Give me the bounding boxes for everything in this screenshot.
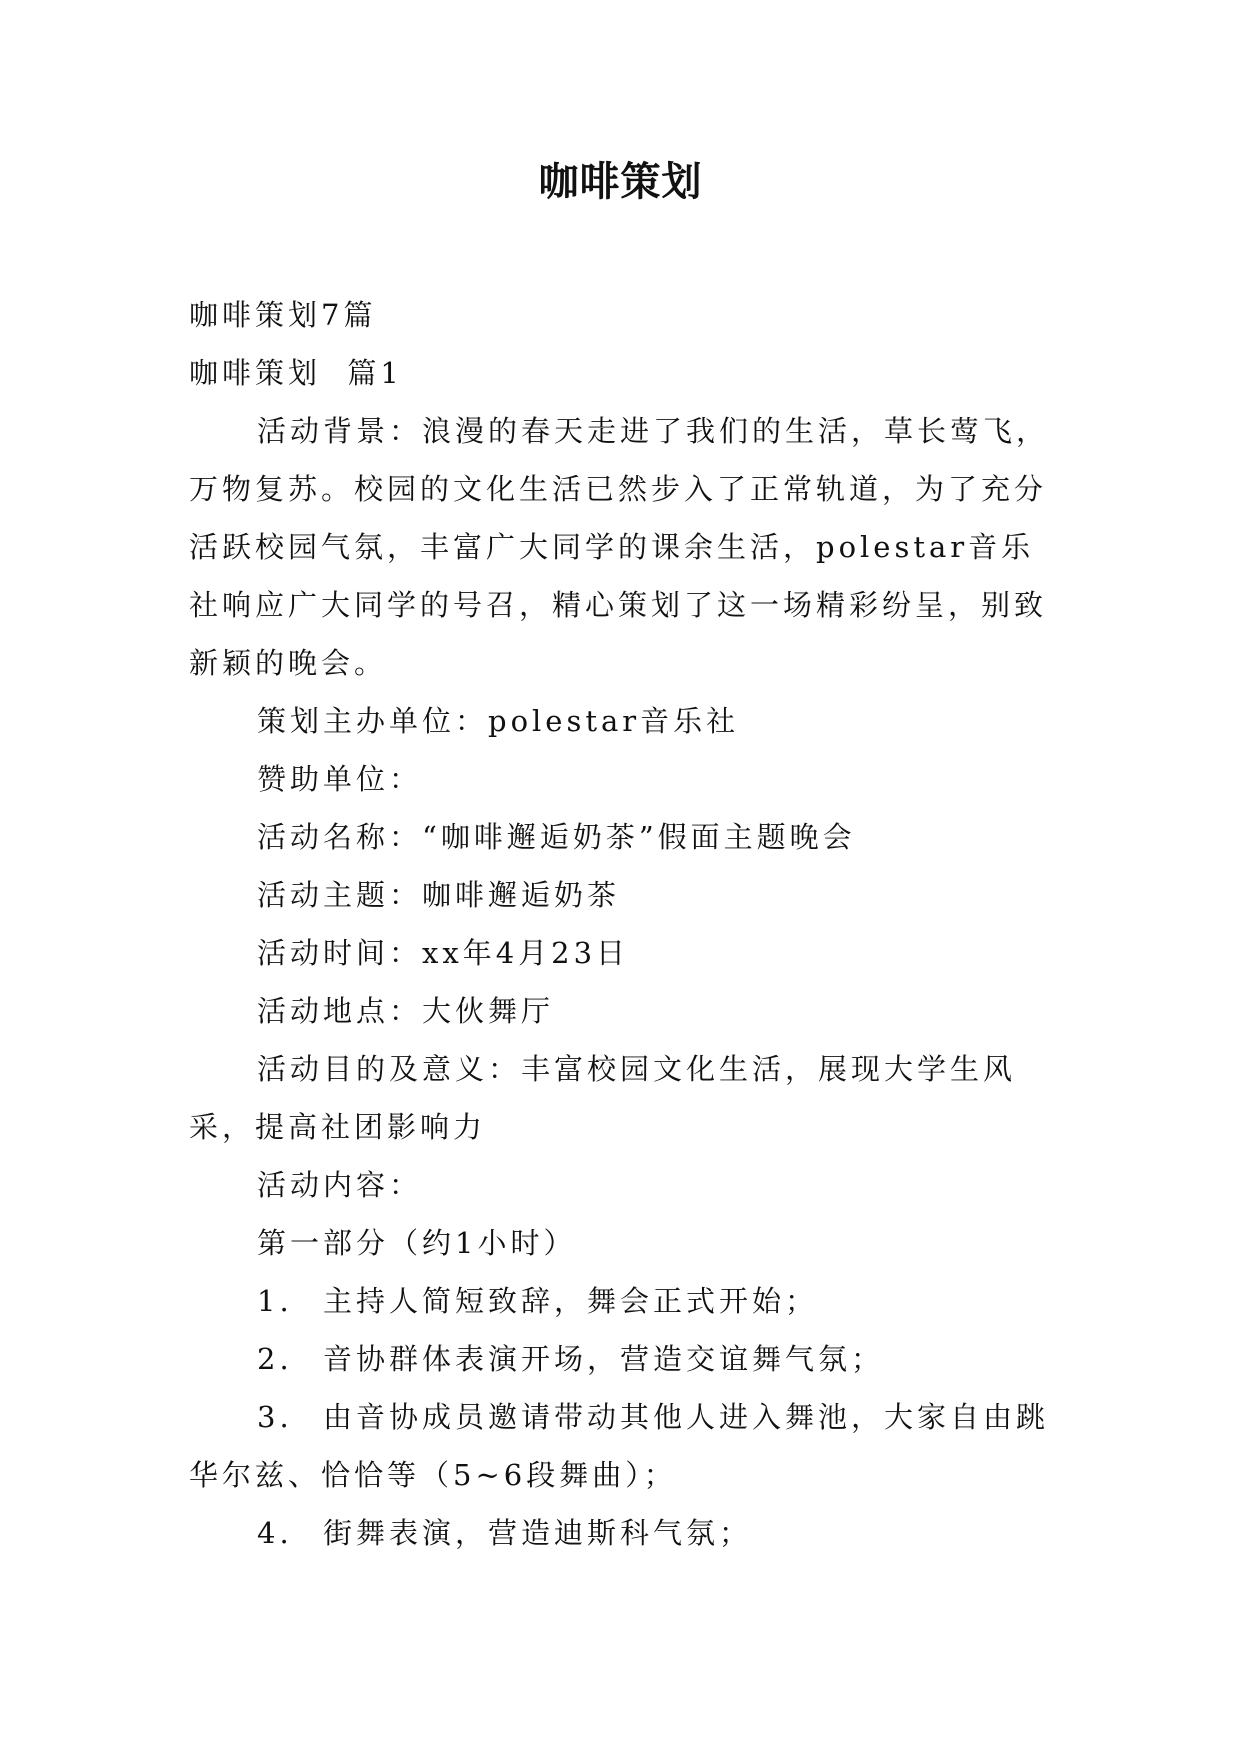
list-item (189, 1272, 1061, 1330)
paragraph-content: 活动内容： (257, 1168, 423, 1202)
paragraph-sponsor: 赞助单位： (257, 762, 423, 796)
paragraph-event-place: 活动地点：大伙舞厅 (257, 994, 555, 1028)
list-item (189, 1388, 1061, 1504)
paragraph-event-time: 活动时间：xx年4月23日 (257, 936, 630, 970)
list-item-number: 3. (257, 1400, 293, 1434)
paragraph-event-theme: 活动主题：咖啡邂逅奶茶 (257, 878, 621, 912)
document-body (189, 286, 1061, 1562)
document-title: 咖啡策划 (538, 158, 703, 205)
list-item-text: 主持人简短致辞，舞会正式开始； (323, 1284, 819, 1318)
list-item (189, 1504, 1061, 1562)
list-item-text: 由音协成员邀请带动其他人进入舞池，大家自由跳华尔兹、恰恰等（5~6段舞曲）； (189, 1400, 1050, 1492)
document-subtitle: 咖啡策划7篇 (189, 298, 377, 332)
list-item-number: 4. (257, 1516, 293, 1550)
list-item-text: 街舞表演，营造迪斯科气氛； (323, 1516, 753, 1550)
paragraph-purpose: 活动目的及意义：丰富校园文化生活，展现大学生风采，提高社团影响力 (189, 1052, 1017, 1144)
section-heading: 咖啡策划 篇1 (189, 356, 403, 390)
list-item-text: 音协群体表演开场，营造交谊舞气氛； (323, 1342, 885, 1376)
paragraph-background: 活动背景：浪漫的春天走进了我们的生活，草长莺飞，万物复苏。校园的文化生活已然步入了正常轨道，为了充分活跃校园气氛，丰富广大同学的课余生活，polestar音乐社响应广大同学的号召，精心策划了这一场精彩纷呈，别致新颖的晚会。 (189, 414, 1050, 680)
paragraph-part-one: 第一部分（约1小时） (257, 1226, 577, 1260)
list-item-number: 1. (257, 1284, 293, 1318)
paragraph-organizer: 策划主办单位：polestar音乐社 (257, 704, 740, 738)
list-item-number: 2. (257, 1342, 293, 1376)
paragraph-event-name: 活动名称：“咖啡邂逅奶茶”假面主题晚会 (257, 820, 856, 854)
list-item (189, 1330, 1061, 1388)
